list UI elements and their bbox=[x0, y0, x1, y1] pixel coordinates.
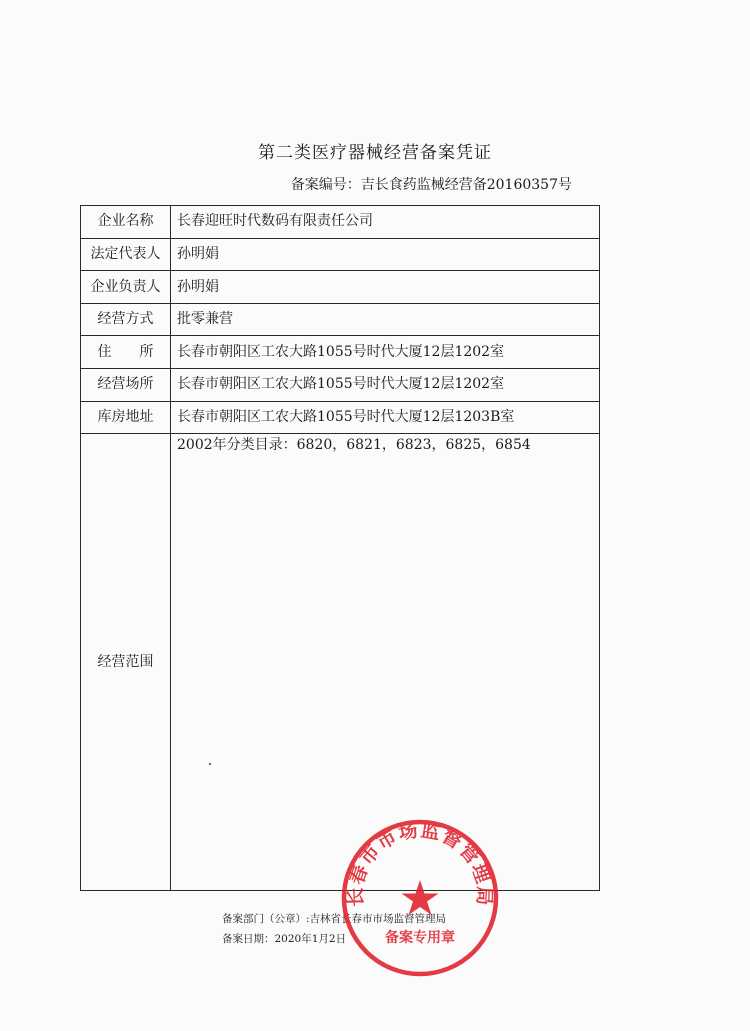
row-label: 住 所 bbox=[81, 336, 171, 369]
seal-bottom-text: 备案专用章 bbox=[385, 930, 455, 946]
row-label: 法定代表人 bbox=[81, 238, 171, 271]
filing-department-value: 吉林省长春市市场监督管理局 bbox=[309, 913, 447, 925]
scope-value: 2002年分类目录：6820，6821，6823，6825，6854 bbox=[171, 434, 600, 891]
filing-date-value: 2020年1月2日 bbox=[274, 933, 347, 945]
certificate-table bbox=[80, 205, 600, 891]
seal-star-icon bbox=[402, 880, 439, 915]
document-title: 第二类医疗器械经营备案凭证 bbox=[258, 143, 492, 163]
table-row bbox=[81, 206, 600, 239]
record-number-label: 备案编号： bbox=[290, 177, 361, 193]
row-label: 企业负责人 bbox=[81, 271, 171, 304]
record-number-value: 吉长食药监械经营备20160357号 bbox=[360, 177, 572, 193]
record-number bbox=[291, 174, 572, 194]
row-label: 经营方式 bbox=[81, 303, 171, 336]
official-seal bbox=[340, 818, 500, 978]
row-value: 孙明娟 bbox=[171, 271, 600, 304]
filing-department-label: 备案部门（公章）: bbox=[222, 913, 310, 925]
scope-label: 经营范围 bbox=[81, 434, 171, 891]
table-row bbox=[81, 401, 600, 434]
row-value: 长春市朝阳区工农大路1055号时代大厦12层1203B室 bbox=[171, 401, 600, 434]
row-value: 孙明娟 bbox=[171, 238, 600, 271]
row-value: 批零兼营 bbox=[171, 303, 600, 336]
table-row bbox=[81, 368, 600, 401]
filing-date-label: 备案日期： bbox=[222, 933, 275, 945]
table-row bbox=[81, 271, 600, 304]
row-label: 库房地址 bbox=[81, 401, 171, 434]
table-row bbox=[81, 238, 600, 271]
seal-arc-text: 长春市市场监督管理局 bbox=[344, 819, 496, 908]
row-label: 经营场所 bbox=[81, 368, 171, 401]
scan-speck bbox=[209, 763, 211, 765]
filing-date bbox=[222, 931, 346, 946]
row-value: 长春市朝阳区工农大路1055号时代大厦12层1202室 bbox=[171, 368, 600, 401]
table-row bbox=[81, 303, 600, 336]
row-label: 企业名称 bbox=[81, 206, 171, 239]
table-row bbox=[81, 336, 600, 369]
row-value: 长春市朝阳区工农大路1055号时代大厦12层1202室 bbox=[171, 336, 600, 369]
row-value: 长春迎旺时代数码有限责任公司 bbox=[171, 206, 600, 239]
